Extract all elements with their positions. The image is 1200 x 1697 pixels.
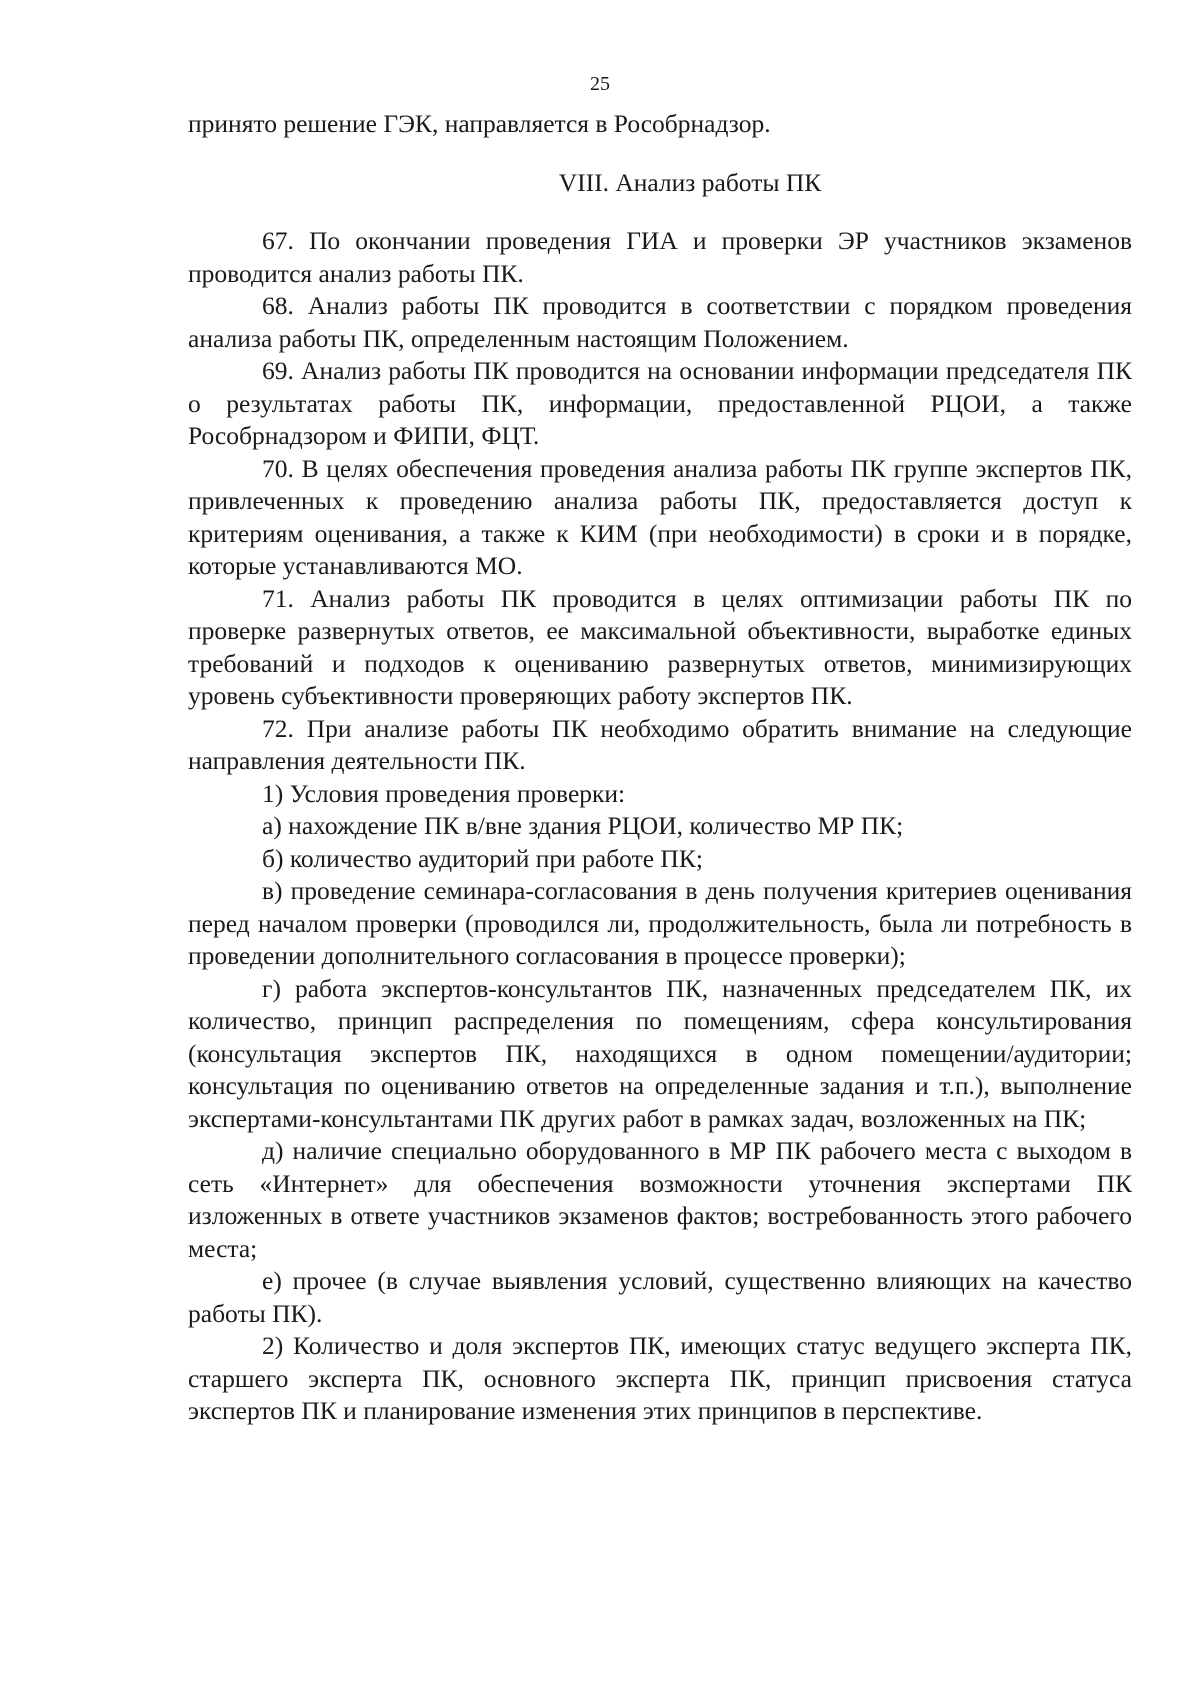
list-item-1b: б) количество аудиторий при работе ПК;: [262, 843, 703, 873]
paragraph-72: 72. При анализе работы ПК необходимо обратить внимание на следующие направления деятельности ПК.: [188, 713, 1132, 775]
paragraph-70: 70. В целях обеспечения проведения анализа работы ПК группе экспертов ПК, привлеченных к проведению анализа работы ПК, предоставляется доступ к критериям оценивания, а также к КИМ (при необходимости) в сроки и в порядке, которые устанавливаются МО.: [188, 453, 1132, 580]
paragraph-68: 68. Анализ работы ПК проводится в соответствии с порядком проведения анализа работы ПК, определенным настоящим Положением.: [188, 291, 1132, 353]
continuation-paragraph: принято решение ГЭК, направляется в Рособрнадзор.: [188, 109, 771, 138]
section-title: VIII. Анализ работы ПК: [558, 167, 822, 197]
list-item-1a: а) нахождение ПК в/вне здания РЦОИ, количество МР ПК;: [262, 811, 904, 840]
paragraph-69: 69. Анализ работы ПК проводится на основании информации председателя ПК о результатах работы ПК, информации, предоставленной РЦОИ, а также Рособрнадзором и ФИПИ, ФЦТ.: [188, 356, 1132, 450]
list-item-1d: д) наличие специально оборудованного в МР ПК рабочего места с выходом в сеть «Интернет» для обеспечения возможности уточнения экспертами ПК изложенных в ответе участников экзаменов фактов; востребованность этого рабочего места;: [188, 1136, 1132, 1263]
list-item-2: 2) Количество и доля экспертов ПК, имеющих статус ведущего эксперта ПК, старшего эксперта ПК, основного эксперта ПК, принцип присвоения статуса экспертов ПК и планирование изменения этих принципов в перспективе.: [188, 1331, 1132, 1425]
list-item-1v: в) проведение семинара-согласования в день получения критериев оценивания перед началом проверки (проводился ли, продолжительность, была ли потребность в проведении дополнительного согласования в процессе проверки);: [188, 876, 1132, 970]
list-item-1g: г) работа экспертов-консультантов ПК, назначенных председателем ПК, их количество, принцип распределения по помещениям, сфера консультирования (консультация экспертов ПК, находящихся в одном помещении/аудитории; консультация по оцениванию ответов на определенные задания и т.п.), выполнение экспертами-консультантами ПК других работ в рамках задач, возложенных на ПК;: [188, 973, 1132, 1133]
document-body: [188, 108, 1132, 1428]
list-item-1: 1) Условия проведения проверки:: [262, 778, 626, 808]
paragraph-67: 67. По окончании проведения ГИА и проверки ЭР участников экзаменов проводится анализ работы ПК.: [188, 226, 1132, 288]
paragraph-71: 71. Анализ работы ПК проводится в целях оптимизации работы ПК по проверке развернутых ответов, ее максимальной объективности, выработке единых требований и подходов к оцениванию развернутых ответов, минимизирующих уровень субъективности проверяющих работу экспертов ПК.: [188, 583, 1132, 710]
page-number: 25: [590, 73, 610, 95]
list-item-1e: е) прочее (в случае выявления условий, существенно влияющих на качество работы ПК).: [188, 1266, 1132, 1328]
